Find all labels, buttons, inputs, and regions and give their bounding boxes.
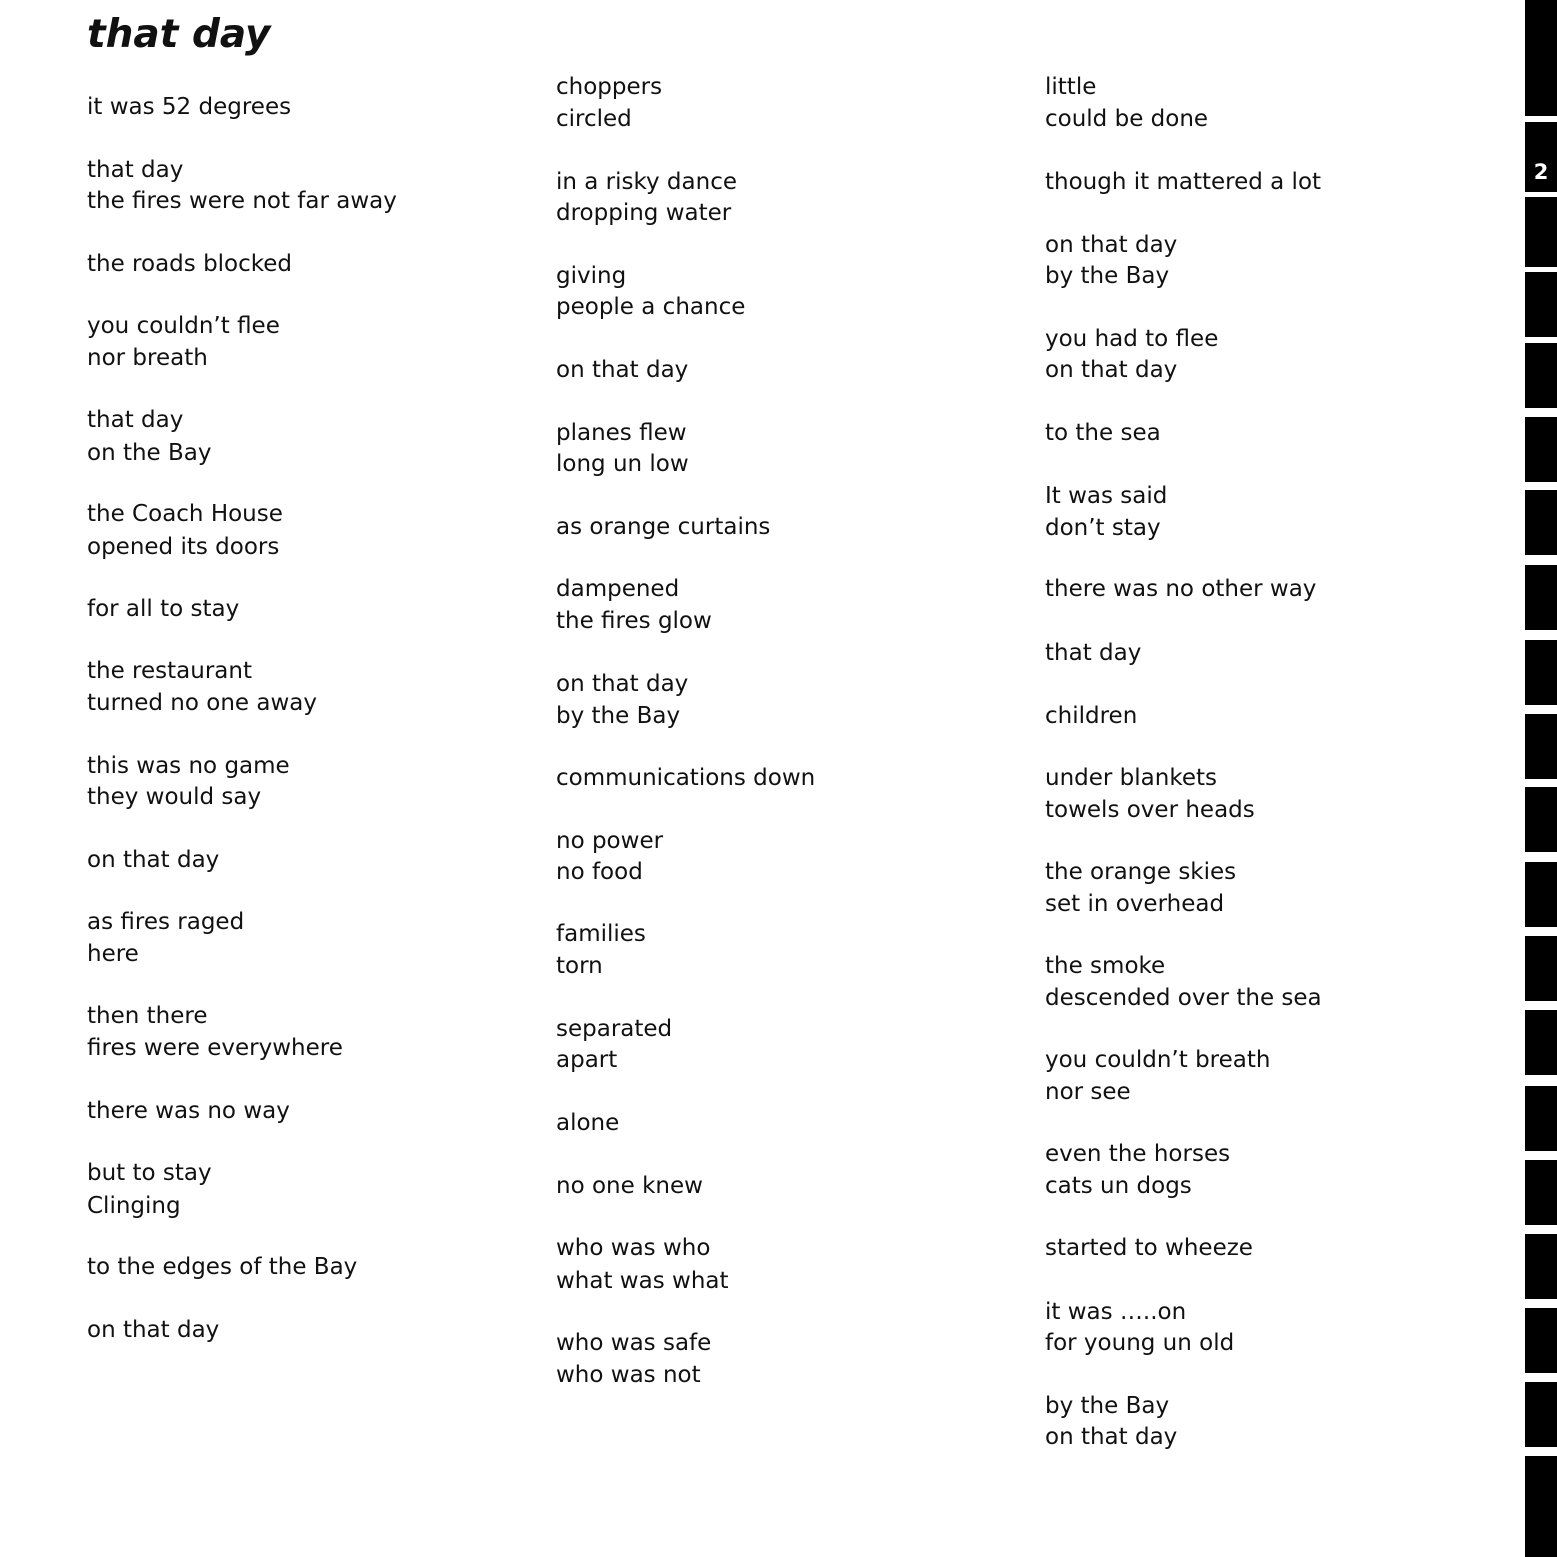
poem-line: that day <box>1045 640 1142 666</box>
poem-line: Clinging <box>87 1193 181 1219</box>
poem-line: alone <box>556 1110 620 1136</box>
chapter-tab <box>1525 272 1557 337</box>
poem-line: nor see <box>1045 1079 1131 1105</box>
poem-line: for all to stay <box>87 596 240 622</box>
chapter-tab <box>1525 490 1557 555</box>
poem-line: to the sea <box>1045 420 1161 446</box>
poem-line: there was no way <box>87 1098 290 1124</box>
poem-line: that day <box>87 157 184 183</box>
poem-line: the fires glow <box>556 608 712 634</box>
chapter-tab <box>1525 936 1557 1001</box>
poem-line: dropping water <box>556 200 732 226</box>
poem-line: communications down <box>556 765 816 791</box>
poem-line: fires were everywhere <box>87 1035 343 1061</box>
poem-line: no food <box>556 859 643 885</box>
poem-line: on that day <box>87 1317 220 1343</box>
poem-line: long un low <box>556 451 689 477</box>
chapter-tab <box>1525 343 1557 408</box>
poem-line: who was safe <box>556 1330 712 1356</box>
chapter-tab <box>1525 1160 1557 1225</box>
chapter-tab <box>1525 565 1557 630</box>
poem-line: It was said <box>1045 483 1168 509</box>
poem-line: opened its doors <box>87 534 280 560</box>
chapter-tab <box>1525 640 1557 705</box>
poem-line: the orange skies <box>1045 859 1237 885</box>
poem-line: separated <box>556 1016 673 1042</box>
poem-line: the smoke <box>1045 953 1166 979</box>
poem-line: towels over heads <box>1045 797 1255 823</box>
chapter-tab <box>1525 714 1557 779</box>
page-number: 2 <box>1533 160 1549 184</box>
poem-line: dampened <box>556 576 680 602</box>
poem-line: on the Bay <box>87 440 212 466</box>
poem-line: on that day <box>87 847 220 873</box>
chapter-tab-strip <box>1525 0 1557 1557</box>
poem-line: it was 52 degrees <box>87 94 292 120</box>
chapter-tab <box>1525 0 1557 116</box>
poem-line: the fires were not far away <box>87 188 397 214</box>
chapter-tab <box>1525 1382 1557 1447</box>
poem-line: descended over the sea <box>1045 985 1322 1011</box>
chapter-tab <box>1525 1234 1557 1299</box>
poem-line: circled <box>556 106 632 132</box>
chapter-tab <box>1525 417 1557 482</box>
poem-line: to the edges of the Bay <box>87 1254 358 1280</box>
poem-line: the Coach House <box>87 501 283 527</box>
poem-line: cats un dogs <box>1045 1173 1192 1199</box>
chapter-tab <box>1525 1456 1557 1557</box>
poem-line: under blankets <box>1045 765 1217 791</box>
poem-line: this was no game <box>87 753 290 779</box>
poem-line: no power <box>556 828 664 854</box>
poem-line: on that day <box>556 671 689 697</box>
poem-line: on that day <box>556 357 689 383</box>
poem-line: they would say <box>87 784 262 810</box>
poem-line: as orange curtains <box>556 514 771 540</box>
poem-line: by the Bay <box>1045 263 1170 289</box>
poem-line: on that day <box>1045 357 1178 383</box>
poem-line: for young un old <box>1045 1330 1235 1356</box>
poem-line: choppers <box>556 74 663 100</box>
poem-line: on that day <box>1045 232 1178 258</box>
poem-line: though it mattered a lot <box>1045 169 1322 195</box>
poem-line: turned no one away <box>87 690 317 716</box>
poem-line: torn <box>556 953 603 979</box>
poem-line: then there <box>87 1003 208 1029</box>
poem-line: nor breath <box>87 345 208 371</box>
poem-line: little <box>1045 74 1097 100</box>
poem-line: you couldn’t flee <box>87 313 280 339</box>
poem-line: it was …..on <box>1045 1299 1187 1325</box>
poem-line: set in overhead <box>1045 891 1225 917</box>
poem-line: planes flew <box>556 420 687 446</box>
chapter-tab <box>1525 862 1557 927</box>
poem-line: on that day <box>1045 1424 1178 1450</box>
poem-line: giving <box>556 263 627 289</box>
poem-line: by the Bay <box>1045 1393 1170 1419</box>
poem-line: children <box>1045 703 1138 729</box>
poem-line: in a risky dance <box>556 169 738 195</box>
poem-line: but to stay <box>87 1160 212 1186</box>
poem-line: don’t stay <box>1045 515 1161 541</box>
chapter-tab <box>1525 1086 1557 1151</box>
poem-line: you had to flee <box>1045 326 1219 352</box>
poem-line: even the horses <box>1045 1141 1231 1167</box>
poem-line: started to wheeze <box>1045 1235 1253 1261</box>
poem-line: that day <box>87 407 184 433</box>
chapter-tab <box>1525 787 1557 852</box>
poem-line: you couldn’t breath <box>1045 1047 1271 1073</box>
poem-line: who was not <box>556 1362 701 1388</box>
poem-line: people a chance <box>556 294 746 320</box>
poem-line: as fires raged <box>87 909 245 935</box>
chapter-tab <box>1525 197 1557 267</box>
poem-line: no one knew <box>556 1173 703 1199</box>
poem-line: the roads blocked <box>87 251 293 277</box>
poem-line: here <box>87 941 139 967</box>
chapter-tab <box>1525 1010 1557 1075</box>
chapter-tab <box>1525 1308 1557 1373</box>
poem-line: apart <box>556 1047 618 1073</box>
poem-line: could be done <box>1045 106 1209 132</box>
poem-line: families <box>556 921 646 947</box>
poem-line: there was no other way <box>1045 576 1317 602</box>
poem-line: the restaurant <box>87 658 252 684</box>
poem-line: who was who <box>556 1235 711 1261</box>
poem-line: by the Bay <box>556 703 681 729</box>
poem-title: that day <box>87 12 271 57</box>
poem-line: what was what <box>556 1268 729 1294</box>
